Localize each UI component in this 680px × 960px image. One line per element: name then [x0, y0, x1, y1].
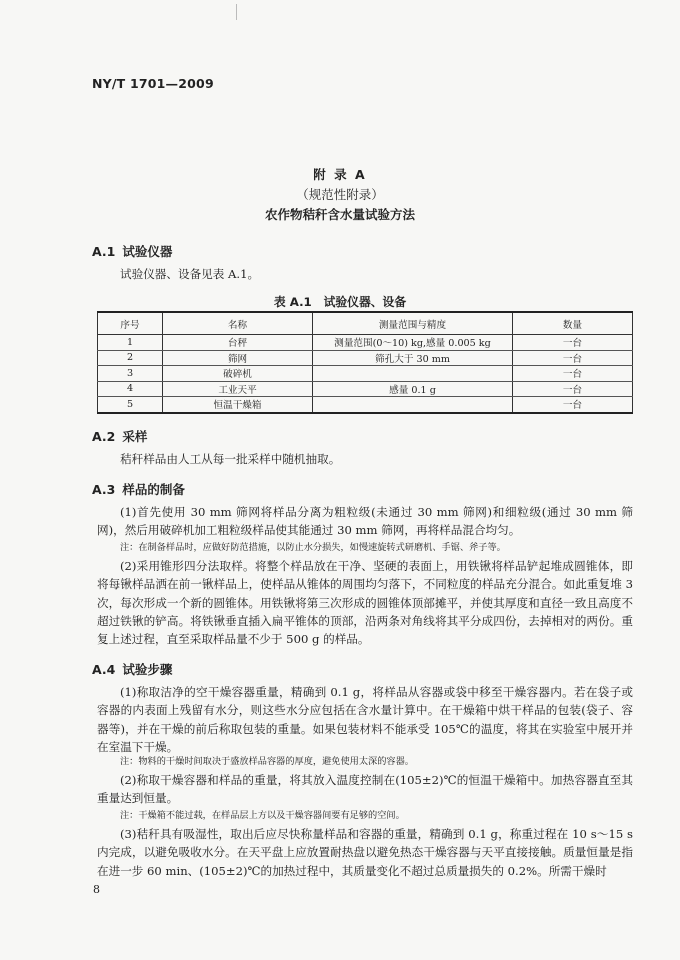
- a3-paragraph-2: (2)采用锥形四分法取样。将整个样品放在干净、坚硬的表面上，用铁锹将样品铲起堆成圆锥体，即将每锹样品洒在前一锹样品上，使样品从锥体的周围均匀落下，不同粒度的样品充分混合。如此重复堆 3 次，每次形成一个新的圆锥体。用铁锹将第三次形成的圆锥体顶部摊平，并使其厚度和直径一致且高度不超过铁锹的铲高。将铁锹垂直插入扁平锥体的顶部，沿两条对角线将其平分成四份，去掉相对的两份。重复上述过程，直至采取样品量不少于 500 g 的样品。: [97, 559, 633, 647]
- a1-paragraph: 试验仪器、设备见表 A.1。: [120, 267, 260, 281]
- table-row: [98, 335, 633, 351]
- table-cell: 一台: [513, 366, 633, 382]
- section-number: A.2: [92, 429, 116, 444]
- table-cell: 一台: [513, 381, 633, 397]
- a3-paragraph-1: (1)首先使用 30 mm 筛网将样品分离为粗粒级(未通过 30 mm 筛网)和细粒级(通过 30 mm 筛网)，然后用破碎机加工粗粒级样品使其能通过 30 mm 筛网，再将样品混合均匀。: [97, 505, 633, 538]
- table-cell: 2: [98, 350, 163, 366]
- section-heading-a2: [92, 427, 147, 445]
- table-cell: 1: [98, 335, 163, 351]
- table-cell: 一台: [513, 350, 633, 366]
- table-cell: 破碎机: [163, 366, 313, 382]
- section-title: 采样: [122, 429, 148, 444]
- table-cell: 3: [98, 366, 163, 382]
- a3-note: 注：在制备样品时，应做好防范措施，以防止水分损失，如慢速旋转式研磨机、手锯、斧子等。: [120, 542, 506, 553]
- table-cell: 测量范围(0～10) kg,感量 0.005 kg: [313, 335, 513, 351]
- table-cell: [313, 397, 513, 413]
- table-cell: 筛网: [163, 350, 313, 366]
- table-cell: 工业天平: [163, 381, 313, 397]
- table-cell: 筛孔大于 30 mm: [313, 350, 513, 366]
- table-cell: [313, 366, 513, 382]
- standard-code: NY/T 1701—2009: [92, 76, 214, 91]
- section-heading-a1: [92, 242, 172, 260]
- table-caption: 表 A.1 试验仪器、设备: [273, 295, 407, 309]
- table-header-cell: 序号: [98, 312, 163, 335]
- table-header-cell: 测量范围与精度: [313, 312, 513, 335]
- a4-paragraph-3: (3)秸秆具有吸湿性，取出后应尽快称量样品和容器的重量，精确到 0.1 g，称重过程在 10 s～15 s 内完成，以避免吸收水分。在天平盘上应放置耐热盘以避免热态干燥容器与天平直接接触。质量恒量是指在进一步 60 min、(105±2)℃的加热过程中，其质量变化不超过总质量损失的 0.2%。所需干燥时: [97, 827, 633, 878]
- table-cell: 4: [98, 381, 163, 397]
- section-title: 试验仪器: [122, 244, 173, 259]
- table-cell: 感量 0.1 g: [313, 381, 513, 397]
- appendix-subtitle: （规范性附录）: [296, 187, 384, 202]
- table-cell: 一台: [513, 335, 633, 351]
- section-number: A.3: [92, 482, 116, 497]
- table-header-row: [98, 312, 633, 335]
- a4-note-2: 注：干燥箱不能过载，在样品层上方以及干燥容器间要有足够的空间。: [120, 810, 405, 821]
- a4-paragraph-1: (1)称取洁净的空干燥容器重量，精确到 0.1 g，将样品从容器或袋中移至干燥容器内。若在袋子或容器的内表面上残留有水分，则这些水分应包括在含水量计算中。在干燥箱中烘干样品的包装(袋子、容器等)，并在干燥的前后称取包装的重量。如果包装材料不能承受 105℃的温度，将其在实验室中展开并在室温下干燥。: [97, 685, 633, 754]
- section-title: 试验步骤: [122, 662, 173, 677]
- table-cell: 5: [98, 397, 163, 413]
- table-cell: 台秤: [163, 335, 313, 351]
- appendix-title: 附 录 A: [313, 167, 367, 182]
- table-row: [98, 366, 633, 382]
- section-heading-a4: [92, 660, 172, 678]
- section-title: 样品的制备: [122, 482, 185, 497]
- instrument-table: [97, 311, 633, 414]
- section-number: A.1: [92, 244, 116, 259]
- table-row: [98, 381, 633, 397]
- section-heading-a3: [92, 480, 185, 498]
- table-row: [98, 397, 633, 413]
- table-header-cell: 名称: [163, 312, 313, 335]
- a4-paragraph-2: (2)称取干燥容器和样品的重量，将其放入温度控制在(105±2)℃的恒温干燥箱中。加热容器直至其重量达到恒量。: [97, 773, 633, 806]
- a2-paragraph: 秸秆样品由人工从每一批采样中随机抽取。: [120, 452, 341, 466]
- table-header-cell: 数量: [513, 312, 633, 335]
- a4-note-1: 注：物料的干燥时间取决于盛放样品容器的厚度，避免使用太深的容器。: [120, 756, 414, 767]
- section-number: A.4: [92, 662, 116, 677]
- table-row: [98, 350, 633, 366]
- page-number: 8: [93, 883, 100, 896]
- appendix-name: 农作物秸秆含水量试验方法: [264, 207, 415, 222]
- scan-mark: [236, 4, 237, 20]
- table-cell: 恒温干燥箱: [163, 397, 313, 413]
- table-cell: 一台: [513, 397, 633, 413]
